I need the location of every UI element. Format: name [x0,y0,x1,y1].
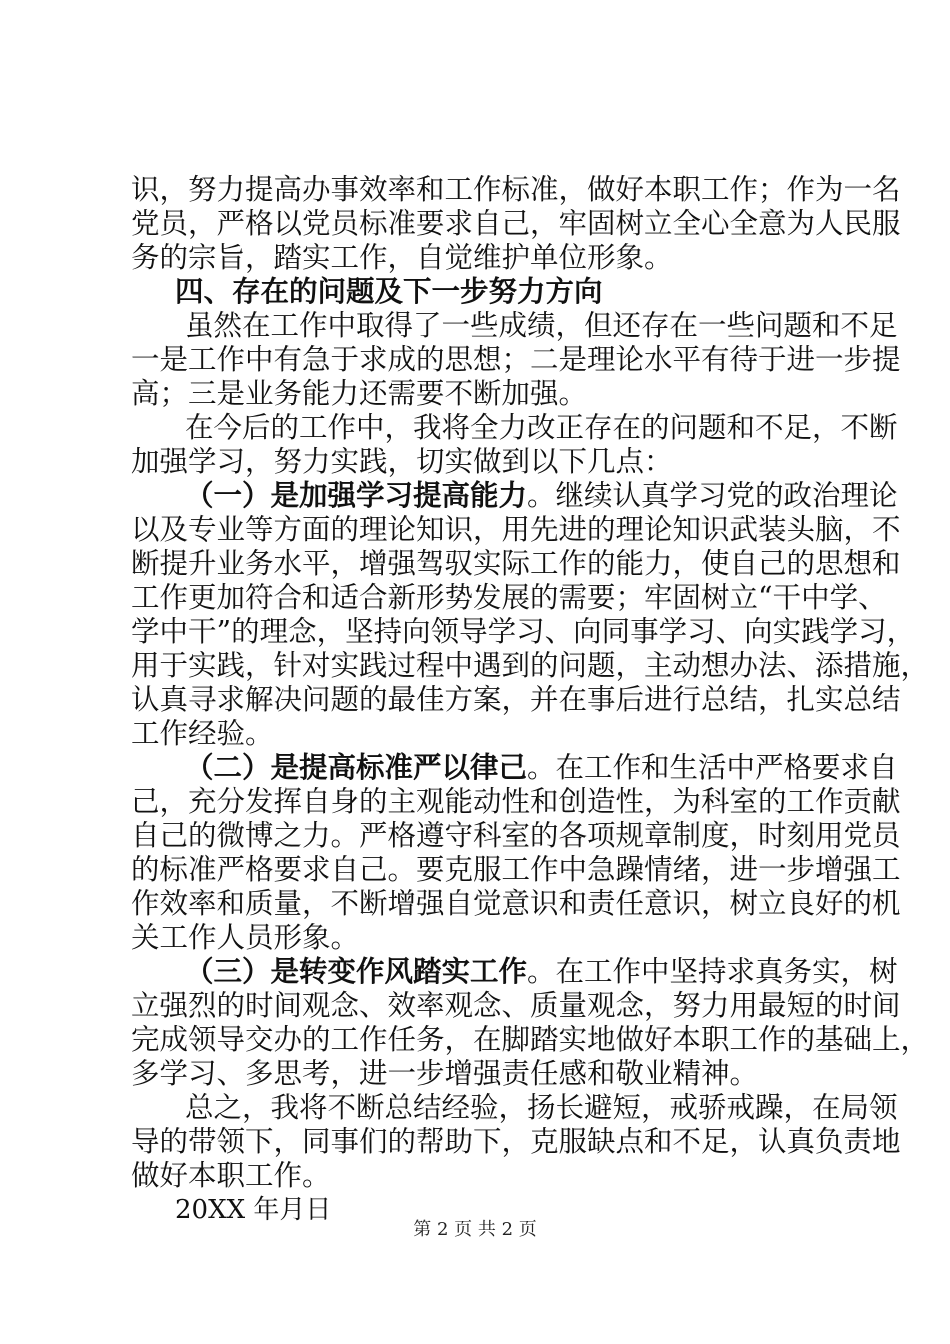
paragraph-line: （二）是提高标准严以律己。在工作和生活中严格要求自 [185,751,898,784]
paragraph-line: 学中干”的理念，坚持向领导学习、向同事学习、向实践学习， [131,615,916,648]
section-heading: 四、存在的问题及下一步努力方向 [175,275,603,308]
point-heading: （三）是转变作风踏实工作 [185,955,528,988]
date-line: 20XX 年月日 [175,1195,332,1225]
paragraph-line: 总之，我将不断总结经验，扬长避短，戒骄戒躁，在局领 [185,1091,898,1124]
paragraph-line: 工作更加符合和适合新形势发展的需要；牢固树立“干中学、 [131,581,887,614]
paragraph-line: 虽然在工作中取得了一些成绩，但还存在一些问题和不足 [185,309,898,342]
paragraph-line: 加强学习，努力实践，切实做到以下几点： [131,445,673,478]
paragraph-line: 作效率和质量，不断增强自觉意识和责任意识，树立良好的机 [131,887,901,920]
paragraph-line: （一）是加强学习提高能力。继续认真学习党的政治理论 [185,479,898,512]
paragraph-line: 完成领导交办的工作任务，在脚踏实地做好本职工作的基础上， [131,1023,930,1056]
paragraph-line: 一是工作中有急于求成的思想；二是理论水平有待于进一步提 [131,343,901,376]
paragraph-line: 做好本职工作。 [131,1159,331,1192]
point-heading: （二）是提高标准严以律己 [185,751,528,784]
paragraph-line: 以及专业等方面的理论知识，用先进的理论知识武装头脑，不 [131,513,901,546]
page-footer: 第 2 页 共 2 页 [413,1219,537,1240]
paragraph-line: 导的带领下，同事们的帮助下，克服缺点和不足，认真负责地 [131,1125,901,1158]
paragraph-line: 关工作人员形象。 [131,921,360,954]
paragraph-line: 用于实践，针对实践过程中遇到的问题，主动想办法、添措施， [131,649,930,682]
paragraph-line: 的标准严格要求自己。要克服工作中急躁情绪，进一步增强工 [131,853,901,886]
paragraph-line: 工作经验。 [131,717,274,750]
paragraph-line: 断提升业务水平，增强驾驭实际工作的能力，使自己的思想和 [131,547,901,580]
paragraph-line: 务的宗旨，踏实工作，自觉维护单位形象。 [131,241,673,274]
paragraph-line: 多学习、多思考，进一步增强责任感和敬业精神。 [131,1057,759,1090]
paragraph-line: （三）是转变作风踏实工作。在工作中坚持求真务实，树 [185,955,898,988]
paragraph-line: 高；三是业务能力还需要不断加强。 [131,377,588,410]
paragraph-line: 认真寻求解决问题的最佳方案，并在事后进行总结，扎实总结 [131,683,901,716]
paragraph-line: 立强烈的时间观念、效率观念、质量观念，努力用最短的时间 [131,989,901,1022]
paragraph-line: 党员，严格以党员标准要求自己，牢固树立全心全意为人民服 [131,207,901,240]
paragraph-line: 己，充分发挥自身的主观能动性和创造性，为科室的工作贡献 [131,785,901,818]
paragraph-line: 在今后的工作中，我将全力改正存在的问题和不足，不断 [185,411,898,444]
paragraph-line: 识，努力提高办事效率和工作标准，做好本职工作；作为一名 [131,173,901,206]
point-heading: （一）是加强学习提高能力 [185,479,528,512]
paragraph-line: 自己的微博之力。严格遵守科室的各项规章制度，时刻用党员 [131,819,901,852]
